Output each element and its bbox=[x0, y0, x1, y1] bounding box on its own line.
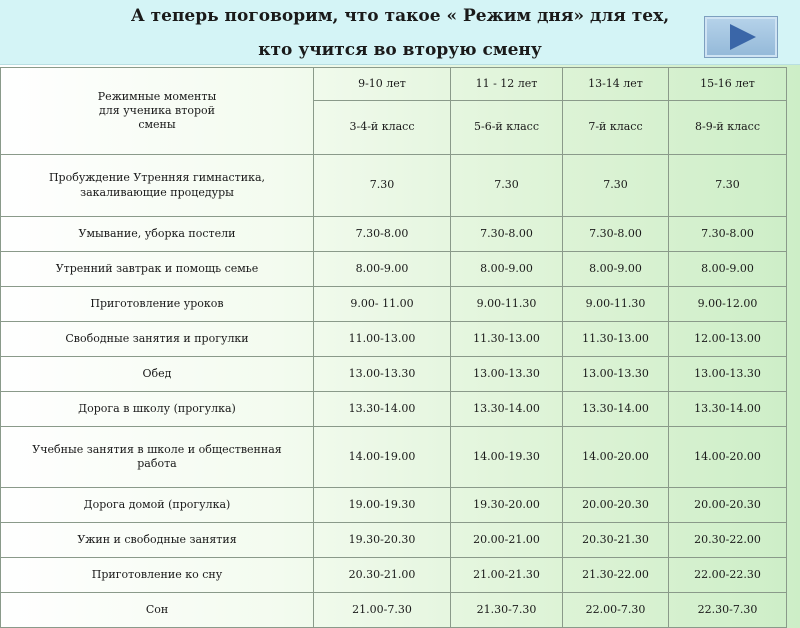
table-row bbox=[1, 322, 787, 357]
time-cell: 13.00-13.30 bbox=[563, 357, 669, 392]
time-cell: 11.30-13.00 bbox=[451, 322, 563, 357]
activity-label-cell: Обед bbox=[1, 357, 314, 392]
table-row bbox=[1, 252, 787, 287]
table-row bbox=[1, 155, 787, 217]
time-cell: 9.00-11.30 bbox=[451, 287, 563, 322]
time-cell: 22.00-7.30 bbox=[563, 593, 669, 628]
slide-title-line-1: А теперь поговорим, что такое « Режим дня» для тех, bbox=[130, 6, 670, 26]
play-triangle-icon bbox=[705, 17, 777, 57]
activity-label-line: Пробуждение Утренняя гимнастика, bbox=[48, 171, 266, 185]
grade-header-cell: 8-9-й класс bbox=[669, 101, 787, 155]
time-cell: 22.30-7.30 bbox=[669, 593, 787, 628]
activity-label-cell: Ужин и свободные занятия bbox=[1, 523, 314, 558]
time-cell: 7.30-8.00 bbox=[314, 217, 451, 252]
activity-label-line: Учебные занятия в школе и общественная bbox=[32, 442, 282, 456]
time-cell: 13.00-13.30 bbox=[314, 357, 451, 392]
time-cell: 12.00-13.00 bbox=[669, 322, 787, 357]
activity-label-cell: Дорога в школу (прогулка) bbox=[1, 392, 314, 427]
time-cell: 21.00-7.30 bbox=[314, 593, 451, 628]
activity-label-cell bbox=[1, 155, 314, 217]
time-cell: 20.00-20.30 bbox=[563, 488, 669, 523]
time-cell: 20.30-21.00 bbox=[314, 558, 451, 593]
time-cell: 22.00-22.30 bbox=[669, 558, 787, 593]
time-cell: 7.30-8.00 bbox=[669, 217, 787, 252]
grade-header-cell: 7-й класс bbox=[563, 101, 669, 155]
time-cell: 8.00-9.00 bbox=[669, 252, 787, 287]
age-header-cell: 11 - 12 лет bbox=[451, 68, 563, 101]
corner-header-line: смены bbox=[138, 118, 176, 132]
activity-label-cell: Приготовление уроков bbox=[1, 287, 314, 322]
table-row bbox=[1, 392, 787, 427]
time-cell: 21.00-21.30 bbox=[451, 558, 563, 593]
time-cell: 8.00-9.00 bbox=[451, 252, 563, 287]
age-header-cell: 9-10 лет bbox=[314, 68, 451, 101]
time-cell: 19.30-20.00 bbox=[451, 488, 563, 523]
activity-label-cell: Умывание, уборка постели bbox=[1, 217, 314, 252]
time-cell: 13.00-13.30 bbox=[451, 357, 563, 392]
activity-label-cell: Приготовление ко сну bbox=[1, 558, 314, 593]
corner-header-line: Режимные моменты bbox=[97, 89, 217, 103]
table-row bbox=[1, 287, 787, 322]
grade-header-cell: 3-4-й класс bbox=[314, 101, 451, 155]
time-cell: 21.30-7.30 bbox=[451, 593, 563, 628]
corner-header-line: для ученика второй bbox=[99, 103, 215, 117]
time-cell: 11.00-13.00 bbox=[314, 322, 451, 357]
time-cell: 7.30-8.00 bbox=[451, 217, 563, 252]
activity-label-cell: Дорога домой (прогулка) bbox=[1, 488, 314, 523]
time-cell: 20.00-20.30 bbox=[669, 488, 787, 523]
activity-label-cell: Утренний завтрак и помощь семье bbox=[1, 252, 314, 287]
time-cell: 7.30-8.00 bbox=[563, 217, 669, 252]
time-cell: 19.00-19.30 bbox=[314, 488, 451, 523]
table-row bbox=[1, 593, 787, 628]
slide-header bbox=[0, 0, 800, 65]
time-cell: 13.30-14.00 bbox=[669, 392, 787, 427]
time-cell: 20.30-21.30 bbox=[563, 523, 669, 558]
time-cell: 14.00-20.00 bbox=[669, 427, 787, 488]
age-header-cell: 13-14 лет bbox=[563, 68, 669, 101]
time-cell: 13.30-14.00 bbox=[451, 392, 563, 427]
time-cell: 9.00-11.30 bbox=[563, 287, 669, 322]
time-cell: 13.30-14.00 bbox=[314, 392, 451, 427]
time-cell: 8.00-9.00 bbox=[563, 252, 669, 287]
table-row bbox=[1, 427, 787, 488]
time-cell: 9.00- 11.00 bbox=[314, 287, 451, 322]
activity-label-line: работа bbox=[137, 457, 177, 470]
table-row bbox=[1, 558, 787, 593]
time-cell: 13.30-14.00 bbox=[563, 392, 669, 427]
time-cell: 20.00-21.00 bbox=[451, 523, 563, 558]
time-cell: 7.30 bbox=[563, 155, 669, 217]
time-cell: 14.00-20.00 bbox=[563, 427, 669, 488]
time-cell: 19.30-20.30 bbox=[314, 523, 451, 558]
slide-title-line-2: кто учится во вторую смену bbox=[258, 40, 542, 60]
activity-label-cell: Свободные занятия и прогулки bbox=[1, 322, 314, 357]
table-row bbox=[1, 488, 787, 523]
table-row bbox=[1, 357, 787, 392]
time-cell: 7.30 bbox=[669, 155, 787, 217]
corner-header-cell bbox=[1, 68, 314, 155]
schedule-table bbox=[0, 67, 787, 628]
header-row-ages bbox=[1, 68, 787, 101]
time-cell: 20.30-22.00 bbox=[669, 523, 787, 558]
activity-label-cell: Сон bbox=[1, 593, 314, 628]
time-cell: 8.00-9.00 bbox=[314, 252, 451, 287]
table-row bbox=[1, 217, 787, 252]
time-cell: 14.00-19.00 bbox=[314, 427, 451, 488]
activity-label-line: закаливающие процедуры bbox=[80, 185, 234, 199]
time-cell: 13.00-13.30 bbox=[669, 357, 787, 392]
time-cell: 9.00-12.00 bbox=[669, 287, 787, 322]
next-slide-button[interactable] bbox=[704, 16, 778, 58]
time-cell: 7.30 bbox=[451, 155, 563, 217]
activity-label-cell bbox=[1, 427, 314, 488]
table-row bbox=[1, 523, 787, 558]
time-cell: 14.00-19.30 bbox=[451, 427, 563, 488]
time-cell: 21.30-22.00 bbox=[563, 558, 669, 593]
grade-header-cell: 5-6-й класс bbox=[451, 101, 563, 155]
time-cell: 7.30 bbox=[314, 155, 451, 217]
time-cell: 11.30-13.00 bbox=[563, 322, 669, 357]
age-header-cell: 15-16 лет bbox=[669, 68, 787, 101]
